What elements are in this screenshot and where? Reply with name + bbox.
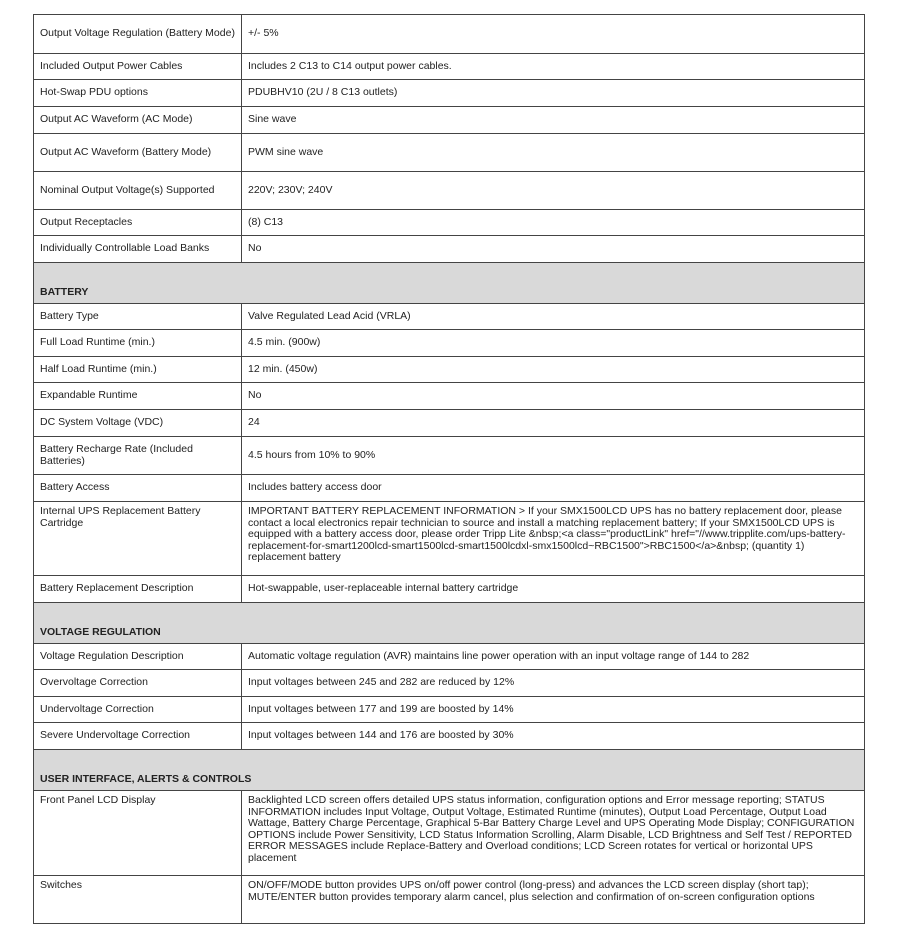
spec-row	[34, 670, 865, 697]
spec-value: No	[242, 383, 865, 410]
spec-value: (8) C13	[242, 210, 865, 236]
spec-value: Automatic voltage regulation (AVR) maintains line power operation with an input voltage range of 144 to 282	[242, 644, 865, 670]
spec-row	[34, 304, 865, 330]
spec-row	[34, 15, 865, 54]
spec-label: Switches	[34, 876, 242, 924]
spec-row	[34, 134, 865, 172]
spec-label: Battery Access	[34, 475, 242, 502]
spec-label: Expandable Runtime	[34, 383, 242, 410]
spec-value: Hot-swappable, user-replaceable internal battery cartridge	[242, 576, 865, 603]
spec-row	[34, 236, 865, 263]
spec-row	[34, 210, 865, 236]
section-title: VOLTAGE REGULATION	[34, 603, 865, 644]
spec-label: Output AC Waveform (Battery Mode)	[34, 134, 242, 172]
section-header-row	[34, 603, 865, 644]
spec-label: DC System Voltage (VDC)	[34, 410, 242, 437]
spec-label: Half Load Runtime (min.)	[34, 357, 242, 383]
spec-value: Valve Regulated Lead Acid (VRLA)	[242, 304, 865, 330]
spec-row	[34, 330, 865, 357]
spec-row	[34, 410, 865, 437]
spec-value: PWM sine wave	[242, 134, 865, 172]
spec-label: Battery Replacement Description	[34, 576, 242, 603]
spec-label: Individually Controllable Load Banks	[34, 236, 242, 263]
spec-label: Output AC Waveform (AC Mode)	[34, 107, 242, 134]
spec-row	[34, 723, 865, 750]
spec-value: Includes 2 C13 to C14 output power cables.	[242, 54, 865, 80]
spec-label: Output Voltage Regulation (Battery Mode)	[34, 15, 242, 54]
section-header-row	[34, 750, 865, 791]
spec-row	[34, 107, 865, 134]
spec-label: Voltage Regulation Description	[34, 644, 242, 670]
spec-value: Input voltages between 245 and 282 are reduced by 12%	[242, 670, 865, 697]
spec-value: Sine wave	[242, 107, 865, 134]
spec-label: Full Load Runtime (min.)	[34, 330, 242, 357]
spec-value: 24	[242, 410, 865, 437]
spec-row	[34, 697, 865, 723]
spec-label: Battery Type	[34, 304, 242, 330]
section-header-row	[34, 263, 865, 304]
spec-label: Overvoltage Correction	[34, 670, 242, 697]
spec-row	[34, 502, 865, 576]
spec-table	[33, 14, 865, 924]
section-title: USER INTERFACE, ALERTS & CONTROLS	[34, 750, 865, 791]
spec-label: Hot-Swap PDU options	[34, 80, 242, 107]
spec-value: Input voltages between 177 and 199 are boosted by 14%	[242, 697, 865, 723]
spec-label: Front Panel LCD Display	[34, 791, 242, 876]
spec-row	[34, 437, 865, 475]
spec-row	[34, 475, 865, 502]
spec-value: IMPORTANT BATTERY REPLACEMENT INFORMATION > If your SMX1500LCD UPS has no battery replacement door, please contact a local electronics repair technician to source and install a matching replacement battery; If your SMX1500LCD UPS is equipped with a battery access door, please order Tripp Lite &nbsp;<a class="productLink" href="//www.tripplite.com/ups-battery-replacement-for-smart1200lcd-smart1500lcd-smart1500lcdxl-smx1500lcd~RBC1500">RBC1500</a>&nbsp; (quantity 1) replacement battery	[242, 502, 865, 576]
spec-row	[34, 791, 865, 876]
spec-label: Included Output Power Cables	[34, 54, 242, 80]
spec-row	[34, 876, 865, 924]
spec-value: 4.5 min. (900w)	[242, 330, 865, 357]
spec-value: No	[242, 236, 865, 263]
spec-value: ON/OFF/MODE button provides UPS on/off power control (long-press) and advances the LCD screen display (short tap); MUTE/ENTER button provides temporary alarm cancel, plus selection and confirmation of on-screen configuration options	[242, 876, 865, 924]
spec-value: +/- 5%	[242, 15, 865, 54]
spec-row	[34, 576, 865, 603]
spec-row	[34, 357, 865, 383]
spec-value: 4.5 hours from 10% to 90%	[242, 437, 865, 475]
spec-value: Input voltages between 144 and 176 are boosted by 30%	[242, 723, 865, 750]
spec-value: PDUBHV10 (2U / 8 C13 outlets)	[242, 80, 865, 107]
section-title: BATTERY	[34, 263, 865, 304]
spec-label: Undervoltage Correction	[34, 697, 242, 723]
spec-row	[34, 383, 865, 410]
spec-value: Backlighted LCD screen offers detailed UPS status information, configuration options and Error message reporting; STATUS INFORMATION includes Input Voltage, Output Voltage, Estimated Runtime (minutes), Output Load Percentage, Output Load Wattage, Battery Charge Percentage, Graphical 5-Bar Battery Charge Level and UPS Operating Mode Display; CONFIGURATION OPTIONS include Power Sensitivity, LCD Status Information Scrolling, Alarm Disable, LCD Brightness and Self Test / REPORTED ERROR MESSAGES include Replace-Battery and Overload conditions; LCD Screen rotates for vertical or horizontal UPS placement	[242, 791, 865, 876]
spec-value: Includes battery access door	[242, 475, 865, 502]
spec-row	[34, 172, 865, 210]
spec-row	[34, 80, 865, 107]
spec-value: 220V; 230V; 240V	[242, 172, 865, 210]
spec-label: Internal UPS Replacement Battery Cartridge	[34, 502, 242, 576]
spec-row	[34, 644, 865, 670]
spec-label: Output Receptacles	[34, 210, 242, 236]
spec-value: 12 min. (450w)	[242, 357, 865, 383]
spec-row	[34, 54, 865, 80]
spec-label: Battery Recharge Rate (Included Batteries)	[34, 437, 242, 475]
spec-label: Severe Undervoltage Correction	[34, 723, 242, 750]
spec-label: Nominal Output Voltage(s) Supported	[34, 172, 242, 210]
spec-table-body	[34, 15, 865, 924]
